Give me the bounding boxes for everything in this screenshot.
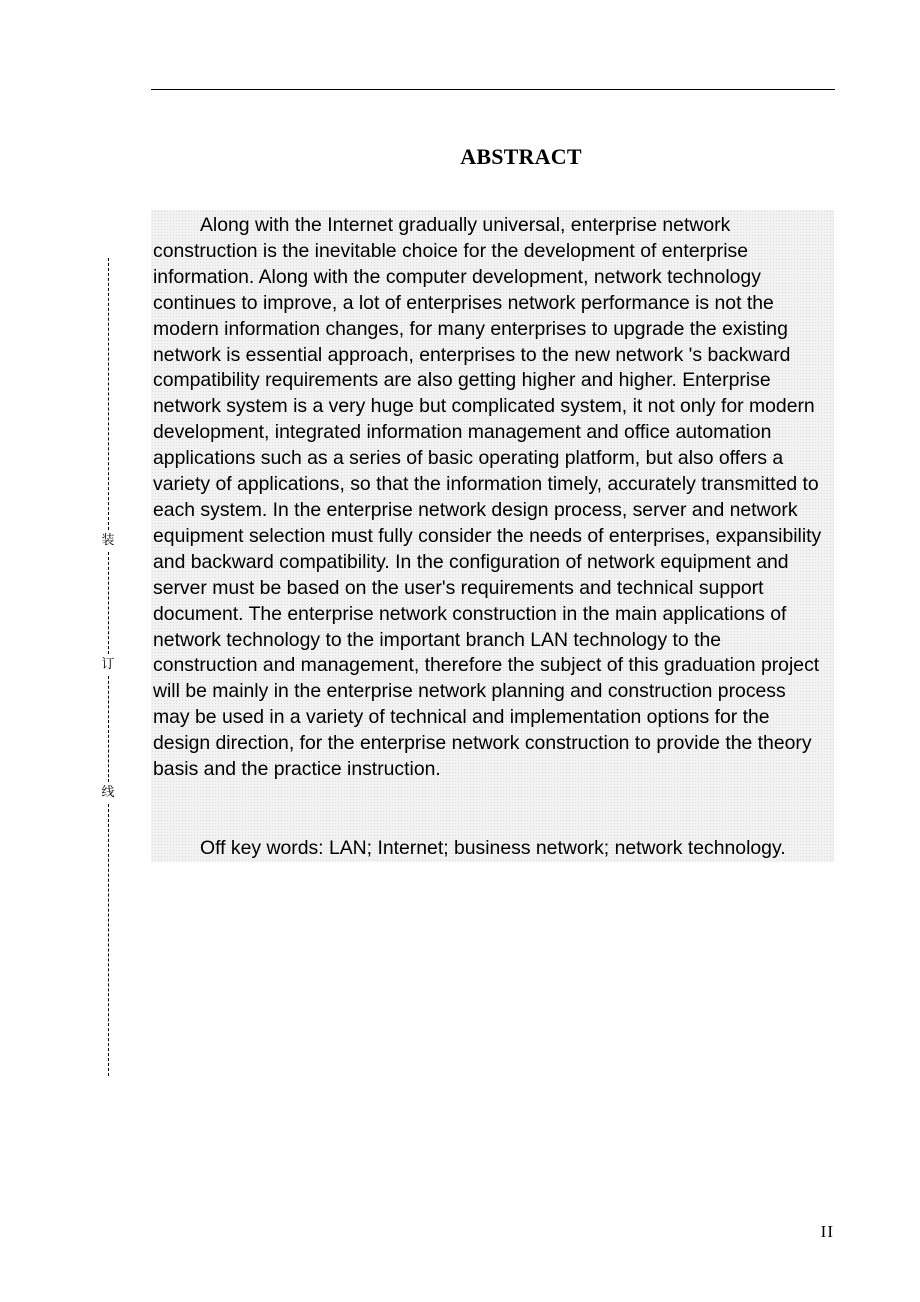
binding-dashed-line xyxy=(108,258,109,530)
binding-char-xian: 线 xyxy=(99,784,117,802)
abstract-block xyxy=(151,210,834,862)
abstract-body: Along with the Internet gradually universal, enterprise network construction is the inevitable choice for the development of enterprise information. Along with the computer development, network technology continues to improve, a lot of enterprises network performance is not the modern information changes, for many enterprises to upgrade the existing network is essential approach, enterprises to the new network 's backward compatibility requirements are also getting higher and higher. Enterprise network system is a very huge but complicated system, it not only for modern development, integrated information management and office automation applications such as a series of basic operating platform, but also offers a variety of applications, so that the information timely, accurately transmitted to each system. In the enterprise network design process, server and network equipment selection must fully consider the needs of enterprises, expansibility and backward compatibility. In the configuration of network equipment and server must be based on the user's requirements and technical support document. The enterprise network construction in the main applications of network technology to the important branch LAN technology to the construction and management, therefore the subject of this graduation project will be mainly in the enterprise network planning and construction process may be used in a variety of technical and implementation options for the design direction, for the enterprise network construction to provide the theory basis and the practice instruction. xyxy=(153,214,822,781)
binding-dashed-line xyxy=(108,804,109,1076)
binding-dashed-line xyxy=(108,552,109,654)
page-title: ABSTRACT xyxy=(460,144,582,169)
page-number: II xyxy=(820,1222,834,1241)
binding-char-ding: 订 xyxy=(99,656,117,674)
binding-char-zhuang: 装 xyxy=(99,532,117,550)
keywords-line: Off key words: LAN; Internet; business network; network technology. xyxy=(200,837,786,859)
header-rule xyxy=(151,89,835,90)
binding-dashed-line xyxy=(108,676,109,782)
